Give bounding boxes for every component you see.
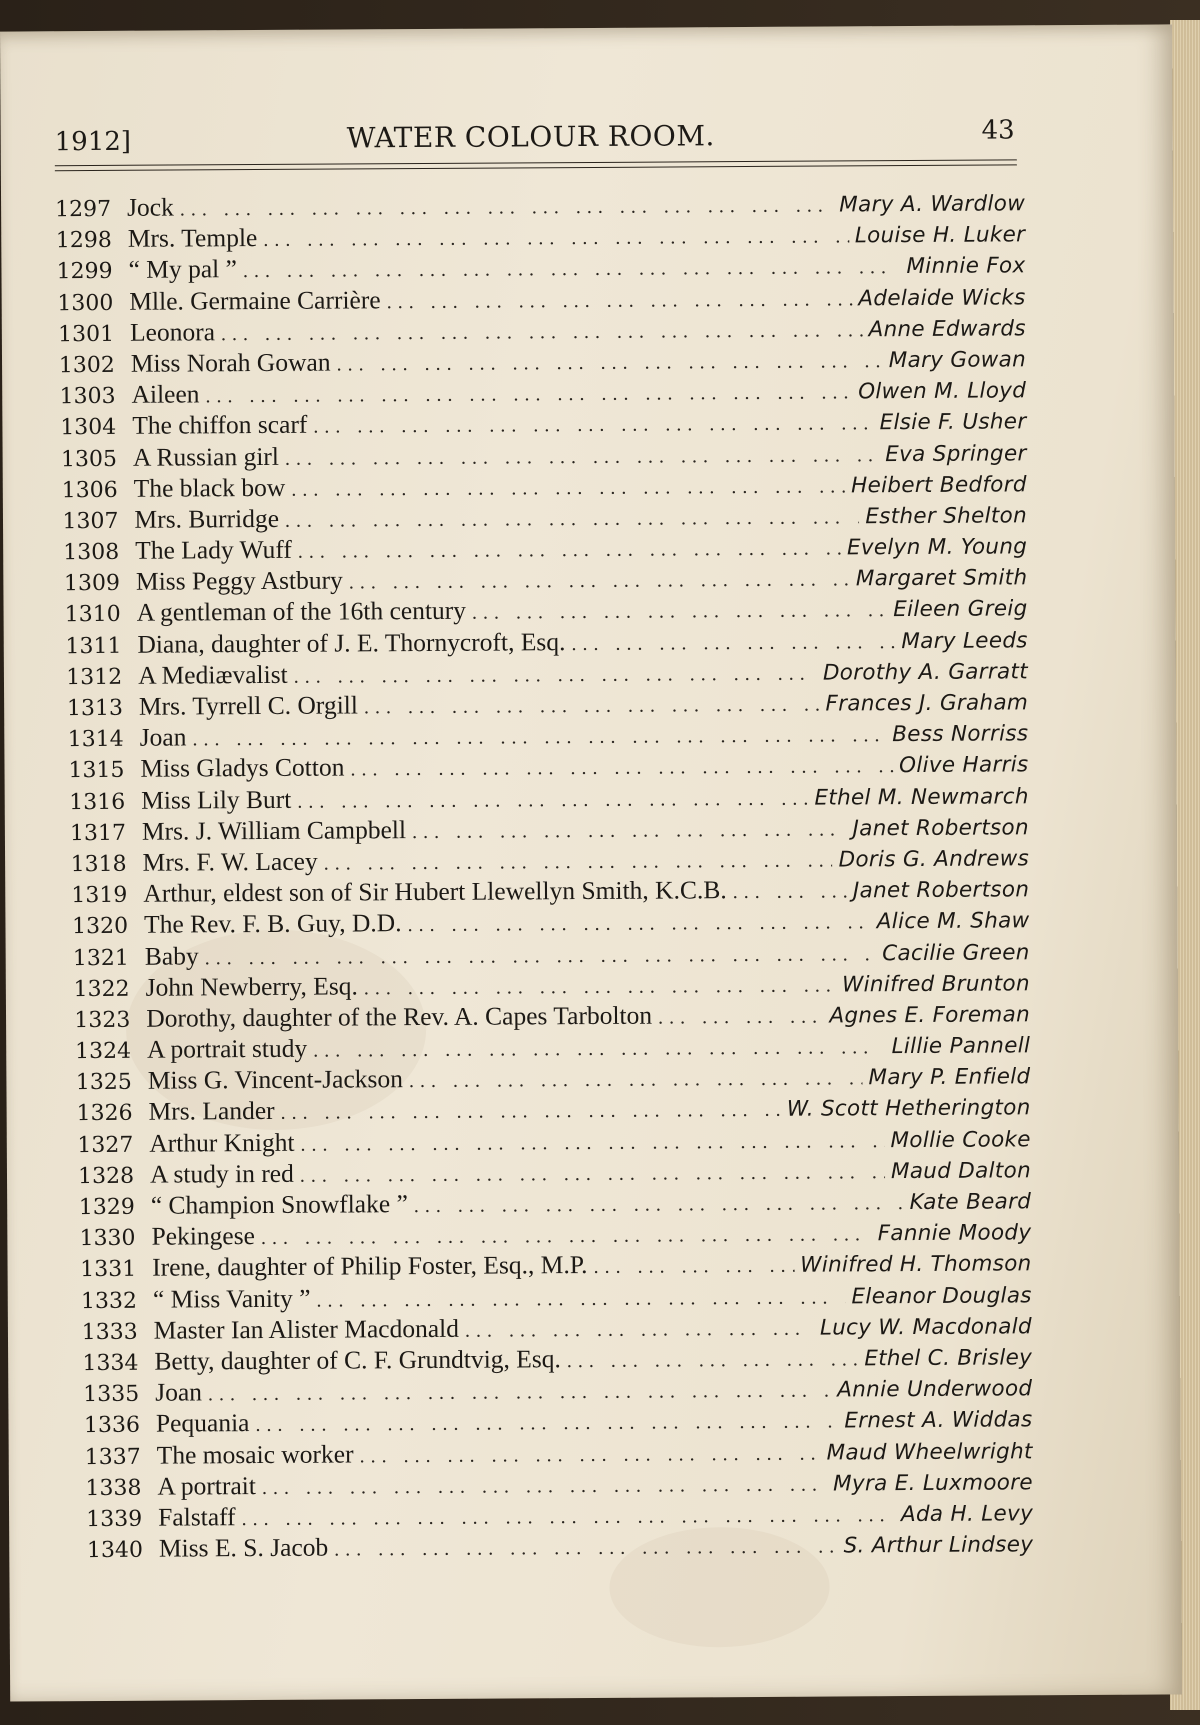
entry-title: Aileen — [131, 379, 200, 409]
entry-title: Joan — [139, 722, 187, 752]
entry-number: 1305 — [60, 446, 118, 472]
dot-leader — [567, 1348, 859, 1373]
entry-title: A Russian girl — [132, 441, 280, 472]
entry-artist: Janet Robertson — [852, 877, 1030, 904]
dot-leader — [412, 818, 847, 844]
entry-title: Mrs. Burridge — [134, 503, 280, 534]
dot-leader — [364, 694, 820, 720]
entry-title: Miss G. Vincent-Jackson — [147, 1064, 404, 1095]
dot-leader — [255, 1411, 838, 1438]
entry-number: 1338 — [85, 1475, 142, 1501]
dot-leader — [313, 413, 873, 439]
entry-number: 1313 — [66, 695, 124, 722]
entry-artist: Lillie Pannell — [891, 1033, 1031, 1060]
entry-number: 1334 — [82, 1350, 139, 1377]
catalogue-page — [0, 24, 1182, 1701]
entry-title: The Rev. F. B. Guy, D.D. — [144, 908, 402, 940]
dot-leader — [294, 662, 817, 688]
dot-leader — [180, 194, 834, 221]
entry-number: 1316 — [69, 789, 126, 815]
entry-artist: Lucy W. Macdonald — [819, 1314, 1033, 1341]
entry-title: Mrs. Lander — [148, 1096, 275, 1127]
entry-number: 1306 — [61, 477, 118, 503]
entry-number: 1327 — [77, 1132, 134, 1158]
page-number: 43 — [981, 115, 1015, 146]
dot-leader — [334, 1536, 837, 1562]
catalogue-entry — [63, 1528, 1033, 1565]
header-year: 1912] — [54, 126, 132, 158]
entry-title: The Lady Wuff — [135, 534, 292, 565]
entry-number: 1318 — [70, 851, 127, 878]
running-head — [55, 117, 1015, 163]
entry-number: 1320 — [72, 914, 129, 940]
entry-number: 1314 — [67, 727, 124, 753]
entry-artist: Winifred H. Thomson — [800, 1251, 1032, 1279]
entry-number: 1336 — [83, 1413, 141, 1439]
entry-title: The mosaic worker — [156, 1438, 354, 1470]
entry-number: 1297 — [55, 196, 112, 223]
entry-title: Betty, daughter of C. F. Grundtvig, Esq. — [154, 1344, 561, 1376]
dot-leader — [291, 475, 845, 501]
entry-artist: S. Arthur Lindsey — [843, 1532, 1034, 1559]
dot-leader — [285, 506, 860, 533]
entry-number: 1311 — [65, 633, 122, 659]
entry-title: Miss Peggy Astbury — [135, 565, 343, 597]
entry-artist: Kate Beard — [909, 1189, 1032, 1216]
entry-artist: Elsie F. Usher — [879, 409, 1027, 436]
entry-artist: Mary Leeds — [901, 627, 1028, 654]
entry-artist: Eva Springer — [885, 440, 1027, 467]
entry-title: Master Ian Alister Macdonald — [153, 1313, 460, 1345]
entry-title: John Newberry, Esq. — [145, 971, 358, 1002]
header-rule-bottom — [55, 164, 1017, 171]
entry-artist: Louise H. Luker — [854, 222, 1026, 249]
entry-artist: Mary P. Enfield — [868, 1064, 1031, 1091]
entry-artist: Doris G. Andrews — [838, 846, 1030, 873]
dot-leader — [336, 350, 882, 376]
entry-artist: W. Scott Hetherington — [786, 1095, 1031, 1123]
entry-title: Diana, daughter of J. E. Thornycroft, Esq. — [137, 626, 566, 659]
entry-title: Miss Lily Burt — [141, 784, 292, 815]
entry-number: 1325 — [75, 1070, 132, 1096]
entry-title: A portrait — [157, 1470, 256, 1501]
entry-title: A study in red — [149, 1158, 294, 1189]
dot-leader — [281, 1099, 781, 1125]
entry-artist: Evelyn M. Young — [846, 534, 1028, 561]
dot-leader — [407, 912, 870, 938]
dot-leader — [208, 1380, 831, 1407]
dot-leader — [472, 600, 887, 626]
dot-leader — [300, 1130, 884, 1157]
entry-title: Miss E. S. Jacob — [158, 1532, 329, 1563]
entry-artist: Agnes E. Foreman — [829, 1002, 1031, 1029]
entry-title: Leonora — [129, 317, 216, 347]
dot-leader — [285, 444, 879, 471]
entry-artist: Heibert Bedford — [851, 472, 1027, 499]
page-title: WATER COLOUR ROOM. — [346, 119, 716, 155]
entry-number: 1315 — [68, 758, 125, 784]
entry-number: 1333 — [81, 1319, 138, 1345]
entry-title: Arthur, eldest son of Sir Hubert Llewellyn Smith, K.C.B. — [143, 875, 727, 908]
dot-leader — [658, 1005, 823, 1029]
entry-number: 1299 — [56, 259, 113, 285]
dot-leader — [243, 256, 901, 283]
entry-number: 1326 — [76, 1101, 133, 1127]
entry-title: Baby — [144, 940, 199, 971]
entry-number: 1332 — [80, 1288, 138, 1314]
entry-number: 1300 — [57, 290, 114, 316]
entry-title: Jock — [126, 192, 174, 222]
entry-title: The chiffon scarf — [132, 410, 308, 441]
entry-artist: Cacilie Green — [882, 939, 1030, 966]
dot-leader — [221, 319, 863, 346]
dot-leader — [324, 849, 833, 875]
entry-title: A portrait study — [146, 1033, 308, 1064]
entry-number: 1329 — [78, 1194, 135, 1221]
entry-artist: Margaret Smith — [855, 565, 1028, 592]
dot-leader — [465, 1317, 814, 1342]
entries-list — [55, 187, 1033, 1565]
entry-number: 1307 — [62, 508, 119, 535]
entry-title: Mrs. Tyrrell C. Orgill — [138, 690, 359, 721]
entry-title: Joan — [155, 1377, 203, 1407]
entry-number: 1331 — [80, 1257, 137, 1283]
entry-number: 1319 — [71, 882, 128, 909]
dot-leader — [316, 1286, 845, 1312]
dot-leader — [261, 1223, 872, 1250]
entry-number: 1322 — [73, 976, 130, 1002]
entry-number: 1301 — [57, 321, 115, 347]
entry-title: Pequania — [155, 1408, 250, 1438]
entry-title: Mrs. J. William Campbell — [141, 814, 407, 846]
entry-number: 1312 — [66, 664, 123, 690]
entry-number: 1303 — [59, 384, 116, 410]
entry-artist: Adelaide Wicks — [858, 284, 1026, 311]
entry-title: “ Champion Snowflake ” — [150, 1189, 408, 1220]
entry-number: 1302 — [58, 352, 115, 379]
entry-artist: Mollie Cooke — [890, 1126, 1031, 1153]
dot-leader — [313, 1036, 886, 1062]
entry-number: 1317 — [69, 820, 126, 846]
entry-artist: Eleanor Douglas — [851, 1282, 1032, 1309]
entry-number: 1328 — [77, 1163, 135, 1189]
entry-title: Dorothy, daughter of the Rev. A. Capes Tarbolton — [146, 1000, 653, 1033]
entry-number: 1324 — [75, 1038, 132, 1065]
dot-leader — [414, 1192, 904, 1218]
entry-artist: Mary Gowan — [888, 347, 1027, 374]
entry-title: Pekingese — [151, 1221, 256, 1251]
entry-artist: Ethel C. Brisley — [864, 1345, 1033, 1372]
entry-number: 1330 — [79, 1225, 136, 1252]
dot-leader — [387, 288, 853, 314]
entry-artist: Olive Harris — [898, 752, 1029, 779]
entry-artist: Anne Edwards — [868, 316, 1026, 343]
dot-leader — [571, 631, 895, 656]
entry-number: 1323 — [74, 1007, 131, 1034]
entry-artist: Fannie Moody — [877, 1220, 1032, 1247]
entry-artist: Eileen Greig — [893, 596, 1028, 623]
entry-number: 1310 — [64, 602, 121, 628]
entry-title: “ My pal ” — [128, 254, 237, 285]
entry-number: 1309 — [63, 571, 121, 597]
entry-artist: Bess Norriss — [892, 721, 1029, 748]
dot-leader — [409, 1068, 863, 1094]
entry-artist: Olwen M. Lloyd — [858, 378, 1027, 405]
dot-leader — [297, 787, 808, 813]
entry-number: 1339 — [86, 1506, 143, 1532]
dot-leader — [192, 724, 886, 751]
entry-artist: Annie Underwood — [837, 1376, 1033, 1403]
entry-artist: Dorothy A. Garratt — [822, 659, 1029, 686]
entry-artist: Alice M. Shaw — [876, 908, 1030, 935]
entry-number: 1340 — [86, 1537, 144, 1564]
entry-title: “ Miss Vanity ” — [152, 1283, 311, 1314]
dot-leader — [205, 382, 852, 409]
dot-leader — [262, 1473, 827, 1499]
entry-artist: Janet Robertson — [852, 815, 1029, 842]
entry-artist: Esther Shelton — [865, 503, 1028, 530]
entry-title: Arthur Knight — [149, 1127, 295, 1158]
entry-title: Falstaff — [158, 1502, 236, 1532]
dot-leader — [593, 1255, 794, 1279]
entry-number: 1308 — [63, 539, 120, 566]
entry-artist: Maud Wheelwright — [826, 1438, 1033, 1466]
entry-title: Mrs. Temple — [127, 223, 258, 253]
entry-title: A gentleman of the 16th century — [136, 596, 467, 628]
entry-number: 1335 — [83, 1381, 140, 1408]
dot-leader — [350, 756, 893, 782]
dot-leader — [298, 538, 841, 564]
dot-leader — [205, 943, 877, 970]
entry-artist: Ernest A. Widdas — [844, 1407, 1033, 1434]
dot-leader — [242, 1504, 895, 1531]
entry-title: A Mediævalist — [138, 659, 288, 690]
dot-leader — [359, 1442, 820, 1468]
entry-artist: Minnie Fox — [906, 253, 1026, 280]
entry-number: 1298 — [55, 228, 112, 254]
entry-artist: Maud Dalton — [890, 1158, 1032, 1184]
dot-leader — [349, 569, 850, 595]
entry-artist: Mary A. Wardlow — [839, 191, 1026, 218]
entry-artist: Frances J. Graham — [825, 690, 1029, 717]
entry-number: 1304 — [60, 415, 117, 441]
entry-number: 1337 — [84, 1444, 141, 1470]
entry-title: Mrs. F. W. Lacey — [142, 846, 318, 877]
dot-leader — [263, 226, 849, 253]
entry-artist: Ethel M. Newmarch — [814, 783, 1029, 811]
entry-title: Mlle. Germaine Carrière — [129, 284, 381, 316]
entry-title: Miss Norah Gowan — [130, 347, 331, 378]
entry-artist: Winifred Brunton — [841, 970, 1030, 998]
entry-title: Irene, daughter of Philip Foster, Esq., M.P. — [152, 1250, 588, 1283]
dot-leader — [733, 881, 847, 905]
dot-leader — [300, 1161, 885, 1188]
entry-number: 1321 — [72, 945, 129, 971]
entry-artist: Myra E. Luxmoore — [832, 1469, 1033, 1497]
entry-title: Miss Gladys Cotton — [140, 752, 345, 784]
entry-title: The black bow — [133, 472, 286, 503]
entry-artist: Ada H. Levy — [900, 1501, 1034, 1527]
dot-leader — [364, 974, 836, 1000]
